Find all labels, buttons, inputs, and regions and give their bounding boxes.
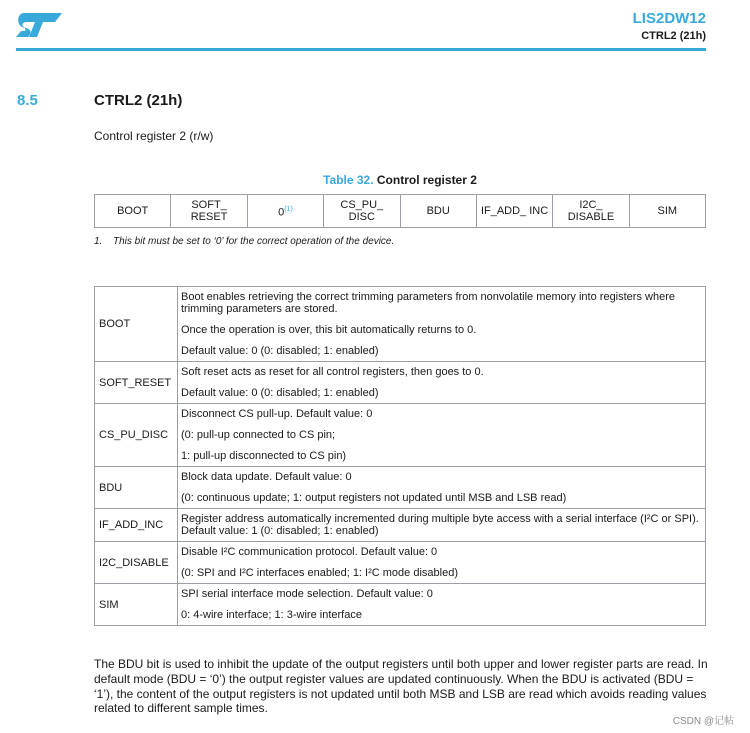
description-line: Disable I²C communication protocol. Default value: 0 [181, 546, 438, 558]
field-description [178, 362, 706, 404]
footnote-mark: 1. [94, 236, 103, 247]
register-bit-cell [553, 195, 629, 228]
description-line: Default value: 0 (0: disabled; 1: enabled) [181, 345, 379, 357]
register-bit-cell [400, 195, 476, 228]
description-line: 1: pull-up disconnected to CS pin) [181, 450, 347, 462]
register-bit-label: IF_ADD_ INC [480, 205, 549, 217]
register-bit-label: 0 [278, 206, 285, 219]
header-rule [16, 48, 706, 51]
register-bit-cell [171, 195, 247, 228]
field-name: BOOT [95, 287, 178, 362]
register-bit-cell [247, 195, 323, 228]
description-row [95, 467, 706, 509]
page-header [0, 0, 750, 56]
watermark: CSDN @记帖 [672, 716, 734, 727]
description-line: Disconnect CS pull-up. Default value: 0 [181, 408, 373, 420]
table-caption [94, 173, 706, 187]
footnote-reference: (1) [284, 205, 293, 213]
field-description [178, 467, 706, 509]
register-bit-label: SOFT_ [191, 199, 227, 211]
document-subtitle: CTRL2 (21h) [641, 30, 706, 42]
description-line: (0: SPI and I²C interfaces enabled; 1: I²C mode disabled) [181, 567, 458, 579]
register-bit-label: SIM [657, 205, 678, 217]
description-line: SPI serial interface mode selection. Default value: 0 [181, 588, 433, 600]
section-number: 8.5 [17, 92, 38, 109]
field-name: SIM [95, 584, 178, 626]
table-footnote [94, 236, 394, 247]
table-caption-title: Control register 2 [376, 173, 477, 187]
register-bit-label: RESET [190, 211, 228, 223]
description-row [95, 542, 706, 584]
st-logo-icon [15, 11, 63, 39]
bdu-explanation-paragraph: The BDU bit is used to inhibit the update of the output registers until both upper and lower register parts are read. In default mode (BDU = ‘0’) the output register values are updated continuously. When the BDU is activated (BDU = ‘1’), the content of the output registers is not updated until both MSB and LSB are read which avoids reading values related to different sample times. [94, 657, 708, 716]
bit-description-table [94, 286, 706, 626]
description-line: Soft reset acts as reset for all control registers, then goes to 0. [181, 366, 484, 378]
register-bit-label: BDU [426, 205, 450, 217]
field-name: I2C_DISABLE [95, 542, 178, 584]
register-bit-label: DISC [348, 211, 375, 223]
description-line: Once the operation is over, this bit automatically returns to 0. [181, 324, 477, 336]
description-line: Default value: 0 (0: disabled; 1: enabled) [181, 387, 379, 399]
description-line: 0: 4-wire interface; 1: 3-wire interface [181, 609, 362, 621]
description-row [95, 584, 706, 626]
register-bit-label: CS_PU_ [340, 199, 384, 211]
register-bit-cell [476, 195, 552, 228]
field-description [178, 584, 706, 626]
description-line: Block data update. Default value: 0 [181, 471, 352, 483]
register-bit-cell [324, 195, 400, 228]
table-caption-number: Table 32. [323, 173, 374, 187]
field-description [178, 542, 706, 584]
description-row [95, 287, 706, 362]
field-name: CS_PU_DISC [95, 404, 178, 467]
field-name: IF_ADD_INC [95, 509, 178, 542]
field-description [178, 404, 706, 467]
register-bit-row [95, 195, 706, 228]
description-line: Boot enables retrieving the correct trimming parameters from nonvolatile memory into registers where trimming parameters are stored. [181, 291, 675, 315]
register-bit-table [94, 194, 706, 228]
field-description [178, 509, 706, 542]
field-description [178, 287, 706, 362]
register-bit-label: I2C_ [579, 199, 603, 211]
field-name: BDU [95, 467, 178, 509]
register-bit-cell [95, 195, 171, 228]
description-line: (0: continuous update; 1: output registers not updated until MSB and LSB read) [181, 492, 567, 504]
register-bit-label: DISABLE [567, 211, 615, 223]
description-line: Register address automatically incremented during multiple byte access with a serial interface (I²C or SPI). Default value: 1 (0: disabled; 1: enabled) [181, 513, 699, 537]
register-bit-label: BOOT [117, 205, 149, 217]
section-description: Control register 2 (r/w) [94, 129, 214, 143]
description-row [95, 404, 706, 467]
description-line: (0: pull-up connected to CS pin; [181, 429, 336, 441]
description-row [95, 509, 706, 542]
register-bit-cell [629, 195, 705, 228]
document-title: LIS2DW12 [632, 10, 706, 27]
section-title: CTRL2 (21h) [94, 92, 183, 109]
field-name: SOFT_RESET [95, 362, 178, 404]
description-row [95, 362, 706, 404]
footnote-text: This bit must be set to ‘0’ for the correct operation of the device. [113, 236, 395, 247]
